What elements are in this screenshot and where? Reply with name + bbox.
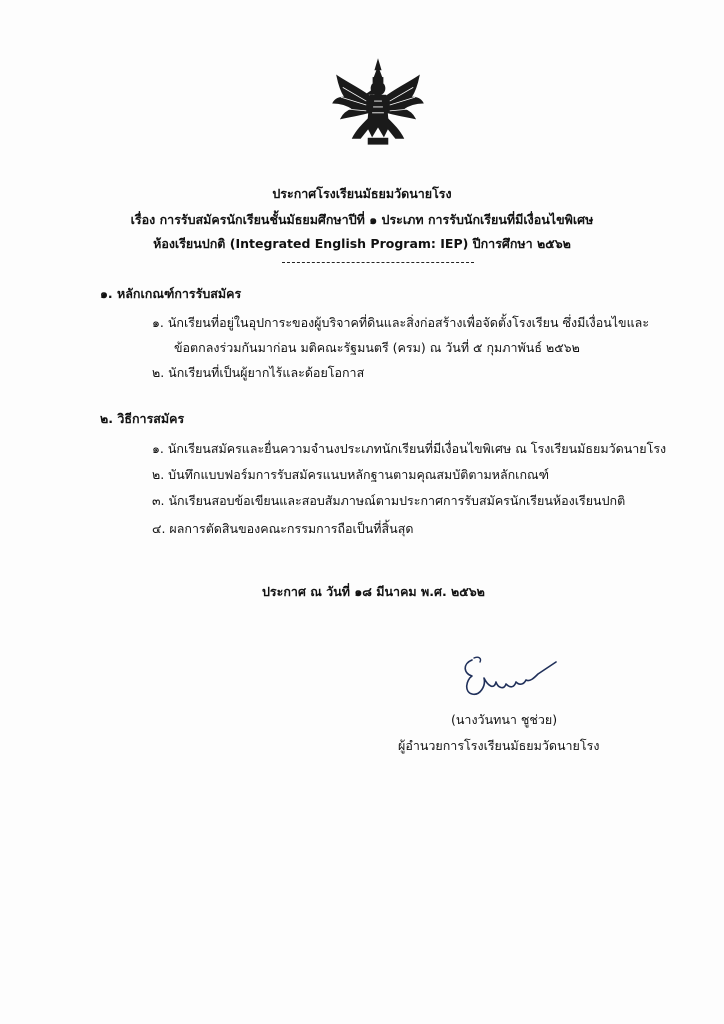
announcement-title: ประกาศโรงเรียนมัธยมวัดนายโรง: [272, 186, 452, 201]
signatory-name: (นางวันทนา ชูช่วย): [451, 712, 558, 727]
signatory-position: ผู้อำนวยการโรงเรียนมัธยมวัดนายโรง: [398, 738, 600, 753]
section2-heading: ๒. วิธีการสมัคร: [100, 411, 185, 426]
section1-item-continuation: ข้อตกลงร่วมกันมาก่อน มติคณะรัฐมนตรี (ครม) ณ วันที่ ๕ กุมภาพันธ์ ๒๕๖๒: [174, 340, 580, 355]
subject-line: เรื่อง การรับสมัครนักเรียนชั้นมัธยมศึกษาปีที่ ๑ ประเภท การรับนักเรียนที่มีเงื่อนไขพิเศษ: [130, 212, 594, 227]
garuda-emblem-icon: [329, 58, 427, 150]
section2-item: ๔. ผลการตัดสินของคณะกรรมการถือเป็นที่สิ้นสุด: [152, 521, 414, 536]
section2-item: ๓. นักเรียนสอบข้อเขียนและสอบสัมภาษณ์ตามประกาศการรับสมัครนักเรียนห้องเรียนปกติ: [152, 493, 626, 508]
section2-item: ๑. นักเรียนสมัครและยื่นความจำนงประเภทนักเรียนที่มีเงื่อนไขพิเศษ ณ โรงเรียนมัธยมวัดนายโรง: [152, 441, 667, 456]
section1-item: ๒. นักเรียนที่เป็นผู้ยากไร้และด้อยโอกาส: [152, 365, 365, 380]
subject-line-2: ห้องเรียนปกติ (Integrated English Program: IEP) ปีการศึกษา ๒๕๖๒: [153, 236, 571, 251]
divider-dashed: [282, 262, 474, 263]
handwritten-signature: [458, 652, 562, 704]
section1-item: ๑. นักเรียนที่อยู่ในอุปการะของผู้บริจาคที่ดินและสิ่งก่อสร้างเพื่อจัดตั้งโรงเรียน ซึ่งมีเงื่อนไขและ: [152, 315, 650, 330]
section2-item: ๒. บันทึกแบบฟอร์มการรับสมัครแนบหลักฐานตามคุณสมบัติตามหลักเกณฑ์: [152, 467, 549, 482]
announcement-date: ประกาศ ณ วันที่ ๑๘ มีนาคม พ.ศ. ๒๕๖๒: [262, 584, 485, 599]
section1-heading: ๑. หลักเกณฑ์การรับสมัคร: [100, 286, 242, 301]
